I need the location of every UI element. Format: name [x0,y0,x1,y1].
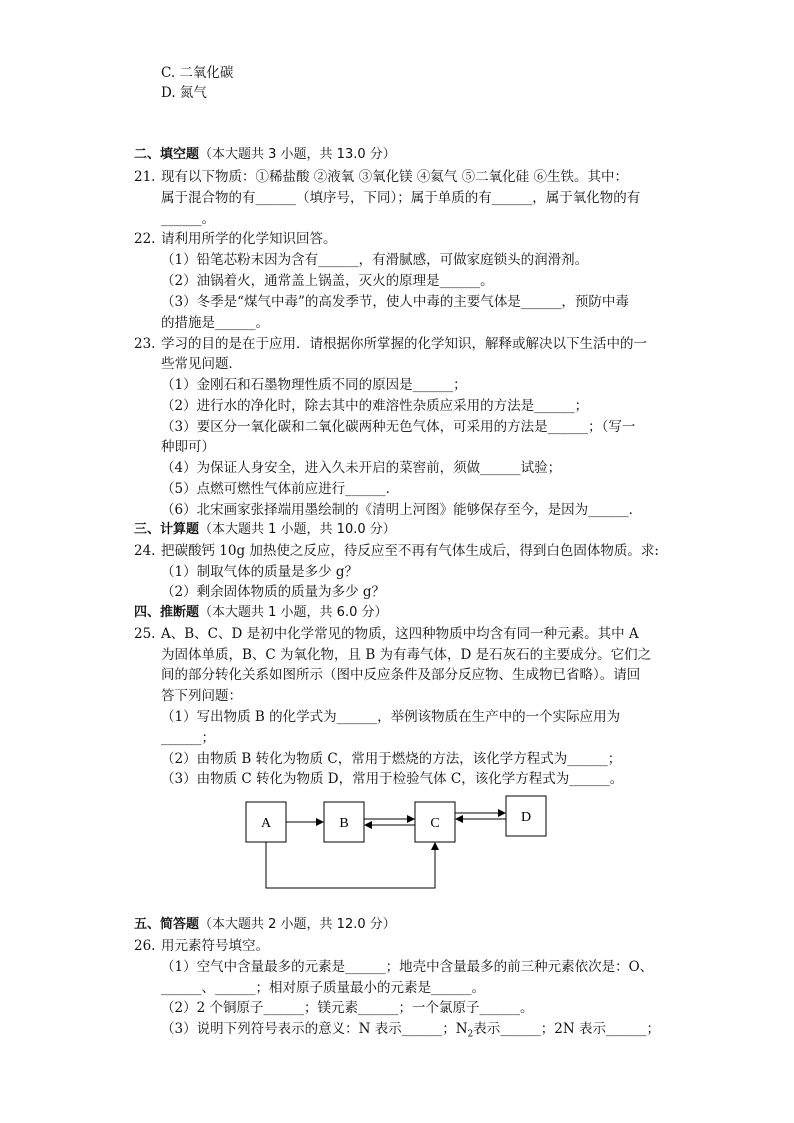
q25-line: A、B、C、D 是初中化学常见的物质，这四种物质中均含有同一种元素。其中 A [161,626,639,642]
q21-line: ______。 [161,211,215,227]
question-number: 26. [134,938,156,954]
question-number: 25. [134,626,156,642]
q22-line: 请利用所学的化学知识回答。 [161,231,337,247]
q25-line: 答下列问题： [161,688,242,704]
q26-line: （2）2 个铜原子______；镁元素______；一个氯原子______。 [161,1000,534,1016]
q25-line: （2）由物质 B 转化为物质 C，常用于燃烧的方法，该化学方程式为______； [161,751,622,767]
section-note: （本大题共 3 小题，共 13.0 分） [199,147,396,162]
q25-line: 为固体单质，B、C 为氧化物，且 B 为有毒气体，D 是石灰石的主要成分。它们之 [161,647,652,663]
q23-line: 些常见问题． [161,356,242,372]
q23-line: （5）点燃可燃性气体前应进行______． [161,481,400,497]
section-title: 三、计算题 [134,522,200,537]
q21-line: 现有以下物质：①稀盐酸 ②液氧 ③氧化镁 ④氦气 ⑤二氧化硅 ⑥生铁。其中： [161,169,628,185]
q21-line: 属于混合物的有______（填序号，下同）；属于单质的有______，属于氧化物的有 [161,190,641,206]
q24-line: （2）剩余固体物质的质量为多少 g？ [161,584,386,600]
q22-line: （2）油锅着火，通常盖上锅盖，灭火的原理是______。 [161,273,494,289]
question-number: 21. [134,169,156,185]
q23-line: （2）进行水的净化时，除去其中的难溶性杂质应采用的方法是______； [161,398,589,414]
section-heading-inference [134,604,388,622]
box-b-label: B [339,816,349,831]
q23-line: （3）要区分一氧化碳和二氧化碳两种无色气体，可采用的方法是______；（写一 [161,419,636,435]
q25-line: ______； [161,730,215,746]
q26-line: 用元素符号填空。 [161,938,269,954]
q24-line: 把碳酸钙 10g 加热使之反应，待反应至不再有气体生成后，得到白色固体物质。求: [161,543,659,559]
section-note: （本大题共 2 小题，共 12.0 分） [199,917,396,932]
option-c: C. 二氧化碳 [161,65,234,81]
question-number: 23. [134,336,156,352]
section-title: 二、填空题 [134,147,200,162]
n2-subscript: 2 [467,1029,474,1040]
q22-line: 的措施是______。 [161,315,269,331]
conversion-diagram [240,790,560,894]
section-note: （本大题共 1 小题，共 6.0 分） [199,605,388,620]
q26-line5-part-b: 表示______；2N 表示______； [473,1021,660,1037]
q25-line: （3）由物质 C 转化为物质 D，常用于检验气体 C，该化学方程式为______。 [161,771,624,787]
q26-line: （1）空气中含量最多的元素是______；地壳中含量最多的前三种元素依次是：O、 [161,959,654,975]
option-d: D. 氮气 [161,85,207,101]
q26-line5-part-a: （3）说明下列符号表示的意义：N 表示______；N [161,1021,468,1037]
box-d-label: D [520,810,532,825]
q26-line: ______、______；相对原子质量最小的元素是______。 [161,980,485,996]
question-number: 22. [134,231,156,247]
q23-line: 学习的目的是在于应用．请根据你所掌握的化学知识，解释或解决以下生活中的一 [161,336,647,352]
q23-line: 种即可） [161,439,215,455]
section-title: 五、简答题 [134,917,200,932]
section-heading-short-answer [134,916,396,934]
section-note: （本大题共 1 小题，共 10.0 分） [199,522,396,537]
q22-line: （3）冬季是“煤气中毒”的高发季节，使人中毒的主要气体是______，预防中毒 [161,294,629,310]
q25-line: （1）写出物质 B 的化学式为______，举例该物质在生产中的一个实际应用为 [161,709,621,725]
q22-line: （1）铅笔芯粉末因为含有______，有滑腻感，可做家庭锁头的润滑剂。 [161,252,589,268]
section-heading-calculation [134,521,396,539]
box-c-label: C [430,816,440,831]
arrow-a-to-c [266,842,435,888]
q23-line: （4）为保证人身安全，进入久未开启的菜窖前，须做______试验； [161,460,562,476]
section-title: 四、推断题 [134,605,200,620]
q23-line: （6）北宋画家张择端用墨绘制的《清明上河图》能够保存至今，是因为______． [161,502,643,518]
q25-line: 间的部分转化关系如图所示（图中反应条件及部分反应物、生成物已省略）。请回 [161,667,641,683]
question-number: 24. [134,543,156,559]
box-a-label: A [260,816,272,831]
section-heading-fill-blank [134,146,396,164]
q23-line: （1）金刚石和石墨物理性质不同的原因是______； [161,377,467,393]
q24-line: （1）制取气体的质量是多少 g？ [161,564,359,580]
q26-line [161,1020,660,1044]
